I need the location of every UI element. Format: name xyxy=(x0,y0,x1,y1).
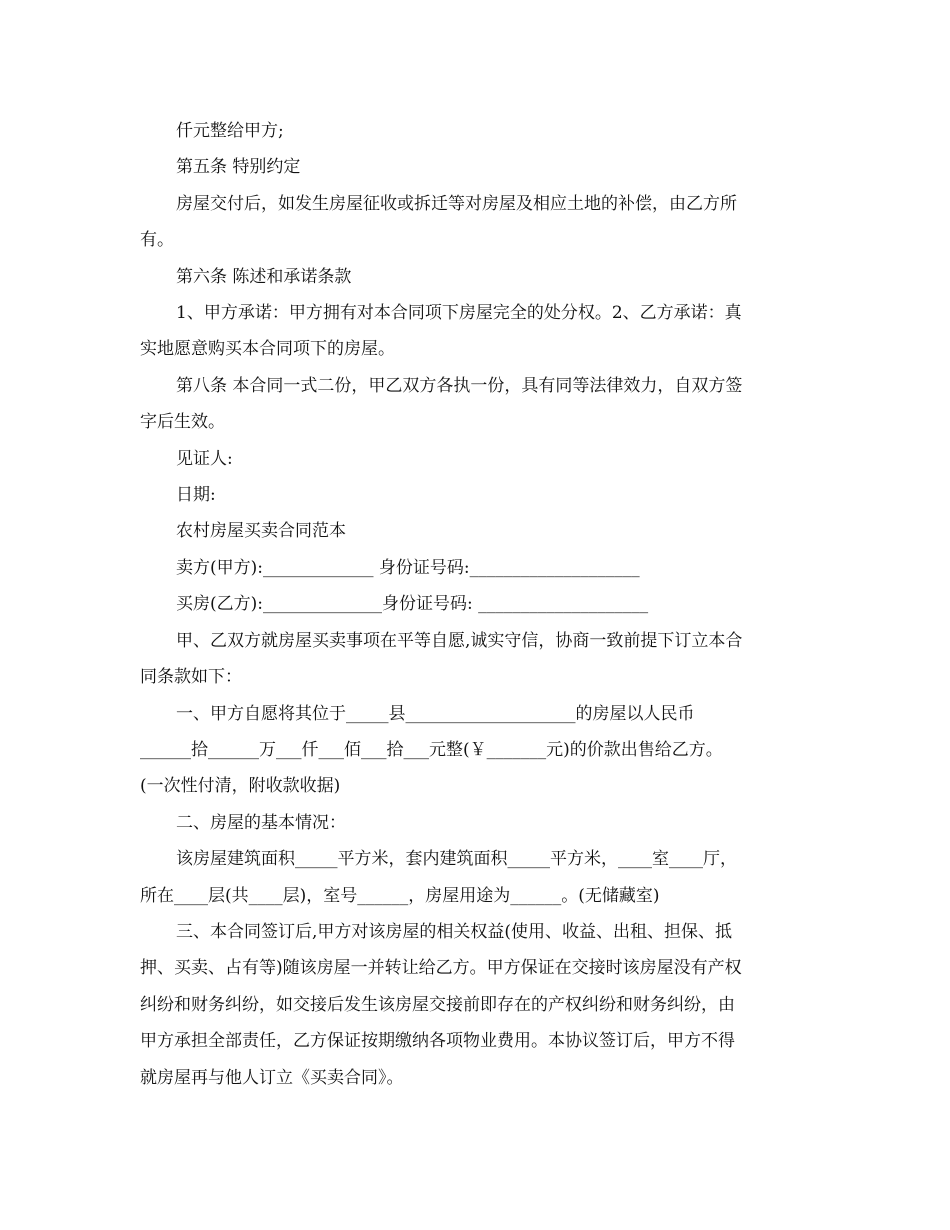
paragraph-line: 第八条 本合同一式二份，甲乙双方各执一份，具有同等法律效力，自双方签 xyxy=(176,375,743,396)
paragraph-line: 第六条 陈述和承诺条款 xyxy=(176,266,352,287)
paragraph-line: 有。 xyxy=(140,230,174,251)
paragraph-line: 三、本合同签订后,甲方对该房屋的相关权益(使用、收益、出租、担保、抵 xyxy=(176,921,733,942)
paragraph-line: 所在____层(共____层)，室号______，房屋用途为______。(无储藏室) xyxy=(140,885,660,906)
paragraph-line: 实地愿意购买本合同项下的房屋。 xyxy=(140,339,395,360)
document-body xyxy=(140,113,815,1096)
paragraph-line: 房屋交付后，如发生房屋征收或拆迁等对房屋及相应土地的补偿，由乙方所 xyxy=(176,193,737,214)
paragraph-line: 农村房屋买卖合同范本 xyxy=(176,521,346,542)
paragraph-line: 甲、乙双方就房屋买卖事项在平等自愿,诚实守信，协商一致前提下订立本合 xyxy=(176,630,743,651)
paragraph-line: 二、房屋的基本情况： xyxy=(176,812,346,833)
paragraph-line: 字后生效。 xyxy=(140,412,225,433)
paragraph-line: 日期: xyxy=(176,485,216,506)
paragraph-line: (一次性付清，附收款收据) xyxy=(140,776,341,797)
paragraph-line: 就房屋再与他人订立《买卖合同》。 xyxy=(140,1067,404,1088)
paragraph-line: 同条款如下： xyxy=(140,667,242,688)
paragraph-line: 仟元整给甲方; xyxy=(176,121,284,141)
paragraph-line: 1、甲方承诺：甲方拥有对本合同项下房屋完全的处分权。2、乙方承诺：真 xyxy=(176,303,742,324)
paragraph-line: 买房(乙方):______________身份证号码: ____________________ xyxy=(176,594,649,615)
paragraph-line: 第五条 特别约定 xyxy=(176,157,301,178)
paragraph-line: 卖方(甲方):_____________ 身份证号码:____________________ xyxy=(176,557,640,578)
paragraph-line: 押、买卖、占有等)随该房屋一并转让给乙方。甲方保证在交接时该房屋没有产权 xyxy=(140,958,742,979)
paragraph-line: 见证人: xyxy=(176,448,233,469)
paragraph-line: 一、甲方自愿将其位于_____县____________________的房屋以人民币 xyxy=(176,703,695,724)
paragraph-line: 甲方承担全部责任，乙方保证按期缴纳各项物业费用。本协议签订后，甲方不得 xyxy=(140,1031,735,1052)
paragraph-line: 该房屋建筑面积_____平方米，套内建筑面积_____平方米，____室____厅， xyxy=(176,849,737,870)
paragraph-line: 纠纷和财务纠纷，如交接后发生该房屋交接前即存在的产权纠纷和财务纠纷，由 xyxy=(140,994,735,1015)
paragraph-line: ______拾______万___仟___佰___拾___元整(￥_______元)的价款出售给乙方。 xyxy=(140,739,723,760)
